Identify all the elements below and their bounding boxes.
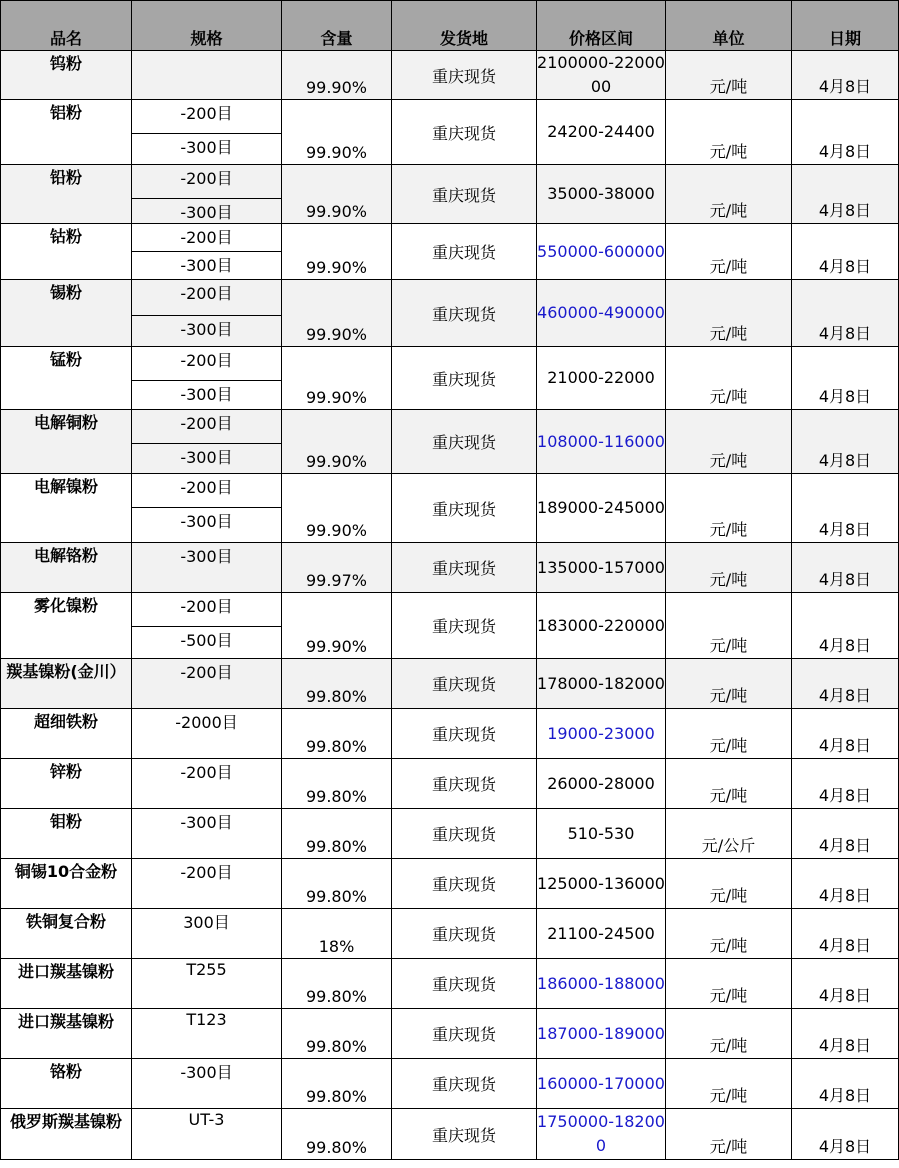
date-cell: 4月8日 <box>792 224 899 280</box>
date-cell: 4月8日 <box>792 51 899 100</box>
content-cell: 99.90% <box>282 100 392 165</box>
price-cell: 2100000-2200000 <box>537 51 666 100</box>
content-cell: 99.80% <box>282 859 392 909</box>
spec-cell: -200目 <box>132 659 282 709</box>
header-date: 日期 <box>792 1 899 51</box>
table-row <box>1 1109 899 1160</box>
content-cell: 99.90% <box>282 593 392 659</box>
unit-cell: 元/吨 <box>666 347 792 410</box>
spec-cell: -300目 <box>132 134 282 165</box>
spec-cell: -200目 <box>132 859 282 909</box>
price-cell: 108000-116000 <box>537 410 666 474</box>
price-cell: 21100-24500 <box>537 909 666 959</box>
spec-cell: -300目 <box>132 381 282 410</box>
spec-cell: -300目 <box>132 252 282 280</box>
price-cell: 550000-600000 <box>537 224 666 280</box>
unit-cell: 元/吨 <box>666 280 792 347</box>
unit-cell: 元/吨 <box>666 709 792 759</box>
origin-cell: 重庆现货 <box>392 959 537 1009</box>
price-cell: 26000-28000 <box>537 759 666 809</box>
spec-cell: T123 <box>132 1009 282 1059</box>
unit-cell: 元/吨 <box>666 959 792 1009</box>
table-row <box>1 474 899 508</box>
date-cell: 4月8日 <box>792 347 899 410</box>
spec-cell: -300目 <box>132 508 282 543</box>
product-name: 铜锡10合金粉 <box>1 859 132 909</box>
origin-cell: 重庆现货 <box>392 280 537 347</box>
table-row <box>1 759 899 809</box>
origin-cell: 重庆现货 <box>392 909 537 959</box>
unit-cell: 元/吨 <box>666 474 792 543</box>
price-cell: 21000-22000 <box>537 347 666 410</box>
table-row <box>1 280 899 316</box>
origin-cell: 重庆现货 <box>392 1059 537 1109</box>
content-cell: 99.80% <box>282 959 392 1009</box>
content-cell: 99.80% <box>282 759 392 809</box>
table-row <box>1 224 899 252</box>
header-price: 价格区间 <box>537 1 666 51</box>
date-cell: 4月8日 <box>792 809 899 859</box>
price-cell: 125000-136000 <box>537 859 666 909</box>
product-name: 进口羰基镍粉 <box>1 959 132 1009</box>
product-name: 铁铜复合粉 <box>1 909 132 959</box>
product-name: 钨粉 <box>1 51 132 100</box>
unit-cell: 元/吨 <box>666 659 792 709</box>
spec-cell: 300目 <box>132 909 282 959</box>
origin-cell: 重庆现货 <box>392 474 537 543</box>
content-cell: 99.80% <box>282 1059 392 1109</box>
content-cell: 99.90% <box>282 51 392 100</box>
product-name: 锡粉 <box>1 280 132 347</box>
price-cell: 160000-170000 <box>537 1059 666 1109</box>
product-name: 钼粉 <box>1 809 132 859</box>
product-name: 超细铁粉 <box>1 709 132 759</box>
spec-cell: -200目 <box>132 165 282 199</box>
unit-cell: 元/吨 <box>666 410 792 474</box>
table-row <box>1 593 899 627</box>
product-name: 锰粉 <box>1 347 132 410</box>
spec-cell: UT-3 <box>132 1109 282 1160</box>
header-unit: 单位 <box>666 1 792 51</box>
date-cell: 4月8日 <box>792 543 899 593</box>
unit-cell: 元/吨 <box>666 165 792 224</box>
price-cell: 35000-38000 <box>537 165 666 224</box>
table-row <box>1 1009 899 1059</box>
origin-cell: 重庆现货 <box>392 347 537 410</box>
spec-cell: -300目 <box>132 444 282 474</box>
product-name: 钴粉 <box>1 224 132 280</box>
spec-cell: -500目 <box>132 627 282 659</box>
price-cell: 183000-220000 <box>537 593 666 659</box>
table-row <box>1 410 899 444</box>
origin-cell: 重庆现货 <box>392 543 537 593</box>
origin-cell: 重庆现货 <box>392 759 537 809</box>
spec-cell: -300目 <box>132 199 282 224</box>
table-row <box>1 809 899 859</box>
content-cell: 99.90% <box>282 410 392 474</box>
date-cell: 4月8日 <box>792 709 899 759</box>
origin-cell: 重庆现货 <box>392 100 537 165</box>
spec-cell: -300目 <box>132 543 282 593</box>
date-cell: 4月8日 <box>792 909 899 959</box>
header-spec: 规格 <box>132 1 282 51</box>
origin-cell: 重庆现货 <box>392 1109 537 1160</box>
table-row <box>1 100 899 134</box>
unit-cell: 元/吨 <box>666 859 792 909</box>
product-name: 电解铜粉 <box>1 410 132 474</box>
header-row <box>1 1 899 51</box>
unit-cell: 元/吨 <box>666 1109 792 1160</box>
date-cell: 4月8日 <box>792 859 899 909</box>
date-cell: 4月8日 <box>792 759 899 809</box>
date-cell: 4月8日 <box>792 410 899 474</box>
price-cell: 460000-490000 <box>537 280 666 347</box>
origin-cell: 重庆现货 <box>392 165 537 224</box>
date-cell: 4月8日 <box>792 959 899 1009</box>
date-cell: 4月8日 <box>792 593 899 659</box>
table-row <box>1 959 899 1009</box>
date-cell: 4月8日 <box>792 1109 899 1160</box>
price-cell: 187000-189000 <box>537 1009 666 1059</box>
date-cell: 4月8日 <box>792 100 899 165</box>
product-name: 进口羰基镍粉 <box>1 1009 132 1059</box>
spec-cell: T255 <box>132 959 282 1009</box>
origin-cell: 重庆现货 <box>392 51 537 100</box>
spec-cell: -200目 <box>132 759 282 809</box>
origin-cell: 重庆现货 <box>392 809 537 859</box>
unit-cell: 元/吨 <box>666 1059 792 1109</box>
table-row <box>1 347 899 381</box>
spec-cell: -300目 <box>132 1059 282 1109</box>
product-name: 铝粉 <box>1 100 132 165</box>
origin-cell: 重庆现货 <box>392 410 537 474</box>
date-cell: 4月8日 <box>792 1009 899 1059</box>
date-cell: 4月8日 <box>792 1059 899 1109</box>
content-cell: 99.80% <box>282 809 392 859</box>
unit-cell: 元/吨 <box>666 1009 792 1059</box>
date-cell: 4月8日 <box>792 280 899 347</box>
content-cell: 99.90% <box>282 224 392 280</box>
product-name: 电解镍粉 <box>1 474 132 543</box>
price-cell: 1750000-182000 <box>537 1109 666 1160</box>
header-name: 品名 <box>1 1 132 51</box>
content-cell: 99.90% <box>282 165 392 224</box>
product-name: 锌粉 <box>1 759 132 809</box>
table-row <box>1 1059 899 1109</box>
spec-cell <box>132 51 282 100</box>
product-name: 铅粉 <box>1 165 132 224</box>
price-cell: 135000-157000 <box>537 543 666 593</box>
content-cell: 99.80% <box>282 1109 392 1160</box>
unit-cell: 元/吨 <box>666 100 792 165</box>
unit-cell: 元/吨 <box>666 51 792 100</box>
origin-cell: 重庆现货 <box>392 659 537 709</box>
content-cell: 99.80% <box>282 709 392 759</box>
spec-cell: -200目 <box>132 593 282 627</box>
spec-cell: -300目 <box>132 316 282 347</box>
content-cell: 18% <box>282 909 392 959</box>
price-cell: 19000-23000 <box>537 709 666 759</box>
spec-cell: -200目 <box>132 347 282 381</box>
price-cell: 186000-188000 <box>537 959 666 1009</box>
table-row <box>1 659 899 709</box>
price-cell: 178000-182000 <box>537 659 666 709</box>
spec-cell: -200目 <box>132 410 282 444</box>
date-cell: 4月8日 <box>792 659 899 709</box>
table-row <box>1 709 899 759</box>
product-name: 电解铬粉 <box>1 543 132 593</box>
price-cell: 510-530 <box>537 809 666 859</box>
content-cell: 99.90% <box>282 347 392 410</box>
unit-cell: 元/吨 <box>666 593 792 659</box>
spec-cell: -200目 <box>132 100 282 134</box>
origin-cell: 重庆现货 <box>392 224 537 280</box>
table-row <box>1 51 899 100</box>
spec-cell: -200目 <box>132 224 282 252</box>
spec-cell: -200目 <box>132 280 282 316</box>
table-row <box>1 543 899 593</box>
content-cell: 99.90% <box>282 474 392 543</box>
unit-cell: 元/公斤 <box>666 809 792 859</box>
unit-cell: 元/吨 <box>666 909 792 959</box>
table-row <box>1 859 899 909</box>
origin-cell: 重庆现货 <box>392 593 537 659</box>
origin-cell: 重庆现货 <box>392 859 537 909</box>
header-origin: 发货地 <box>392 1 537 51</box>
origin-cell: 重庆现货 <box>392 1009 537 1059</box>
unit-cell: 元/吨 <box>666 224 792 280</box>
price-cell: 24200-24400 <box>537 100 666 165</box>
product-name: 雾化镍粉 <box>1 593 132 659</box>
spec-cell: -2000目 <box>132 709 282 759</box>
unit-cell: 元/吨 <box>666 543 792 593</box>
date-cell: 4月8日 <box>792 474 899 543</box>
content-cell: 99.80% <box>282 1009 392 1059</box>
content-cell: 99.97% <box>282 543 392 593</box>
product-name: 铬粉 <box>1 1059 132 1109</box>
table-row <box>1 909 899 959</box>
spec-cell: -200目 <box>132 474 282 508</box>
origin-cell: 重庆现货 <box>392 709 537 759</box>
date-cell: 4月8日 <box>792 165 899 224</box>
table-row <box>1 165 899 199</box>
content-cell: 99.90% <box>282 280 392 347</box>
price-cell: 189000-245000 <box>537 474 666 543</box>
product-name: 羰基镍粉(金川） <box>1 659 132 709</box>
product-name: 俄罗斯羰基镍粉 <box>1 1109 132 1160</box>
spec-cell: -300目 <box>132 809 282 859</box>
header-content: 含量 <box>282 1 392 51</box>
unit-cell: 元/吨 <box>666 759 792 809</box>
content-cell: 99.80% <box>282 659 392 709</box>
